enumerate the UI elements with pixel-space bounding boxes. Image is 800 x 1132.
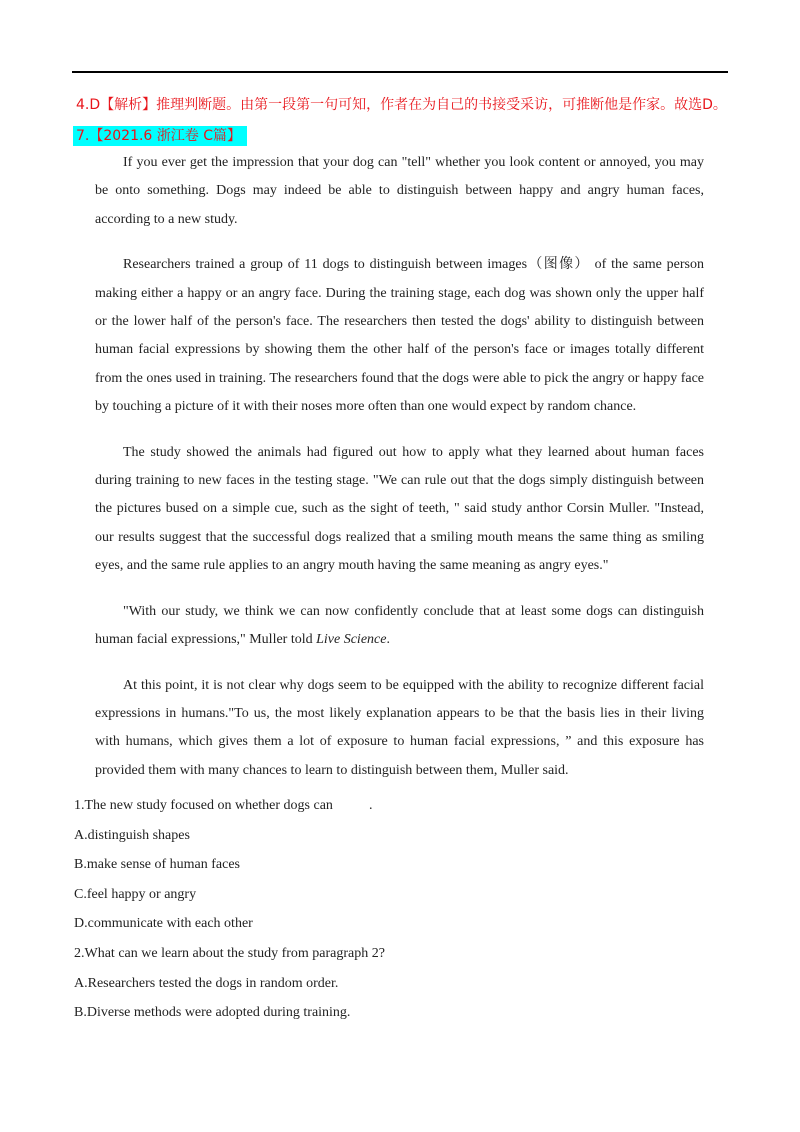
question-list: [74, 791, 704, 1028]
question-2-stem: 2.What can we learn about the study from paragraph 2?: [74, 945, 385, 961]
question-2-option-a: A.Researchers tested the dogs in random order.: [74, 975, 339, 991]
paragraph-2: Researchers trained a group of 11 dogs to distinguish between images（图像） of the same person making either a happy or an angry face. During the training stage, each dog was shown only the upper half or the lower half of the person's face. The researchers then tested the dogs' ability to distinguish between human facial expressions by showing them the other half of the person's face or images totally different from the ones used in training. The researchers found that the dogs were able to pick the angry or happy face by touching a picture of it with their noses more often than one would expect by random chance.: [95, 257, 704, 415]
publication-name: Live Science: [316, 632, 387, 648]
answer-explanation: 4.D【解析】推理判断题。由第一段第一句可知，作者在为自己的书接受采访，可推断他是作家。故选D。: [76, 97, 727, 113]
question-1-stem: 1.The new study focused on whether dogs can: [74, 798, 333, 813]
question-1: [74, 791, 704, 821]
question-1-end: .: [368, 798, 373, 813]
question-1-option-d: D.communicate with each other: [74, 916, 253, 932]
question-1-option-a: A.distinguish shapes: [74, 827, 190, 843]
paragraph-5: At this point, it is not clear why dogs seem to be equipped with the ability to recognize different facial expressions in humans."To us, the most likely explanation appears to be that the basis lies in their living with humans, which gives them a lot of exposure to human facial expressions, ” and this exposure has provided them with many chances to learn to distinguish between them, Muller said.: [95, 677, 704, 778]
reading-passage: [95, 149, 704, 802]
paragraph-3: The study showed the animals had figured out how to apply what they learned about human faces during training to new faces in the testing stage. "We can rule out that the dogs simply distinguish between the pictures bused on a simple cue, such as the sight of teeth, " said study anthor Corsin Muller. "Instead, our results suggest that the successful dogs realized that a smiling mouth means the same thing as smiling eyes, and the same rule applies to an angry mouth having the same meaning as angry eyes.": [95, 444, 704, 574]
question-1-option-b: B.make sense of human faces: [74, 857, 240, 873]
header-rule: [72, 71, 728, 73]
paragraph-4-end: .: [386, 632, 390, 648]
paragraph-4: [95, 598, 704, 655]
paragraph-1: If you ever get the impression that your dog can "tell" whether you look content or annoyed, you may be onto something. Dogs may indeed be able to distinguish between happy and angry human faces, according to a new study.: [95, 155, 704, 227]
paragraph-4-text: "With our study, we think we can now confidently conclude that at least some dogs can distinguish human facial expressions," Muller told: [95, 603, 704, 648]
question-2-option-b: B.Diverse methods were adopted during training.: [74, 1005, 351, 1021]
question-1-option-c: C.feel happy or angry: [74, 886, 197, 902]
source-tag: 7.【2021.6 浙江卷 C篇】: [73, 126, 247, 146]
